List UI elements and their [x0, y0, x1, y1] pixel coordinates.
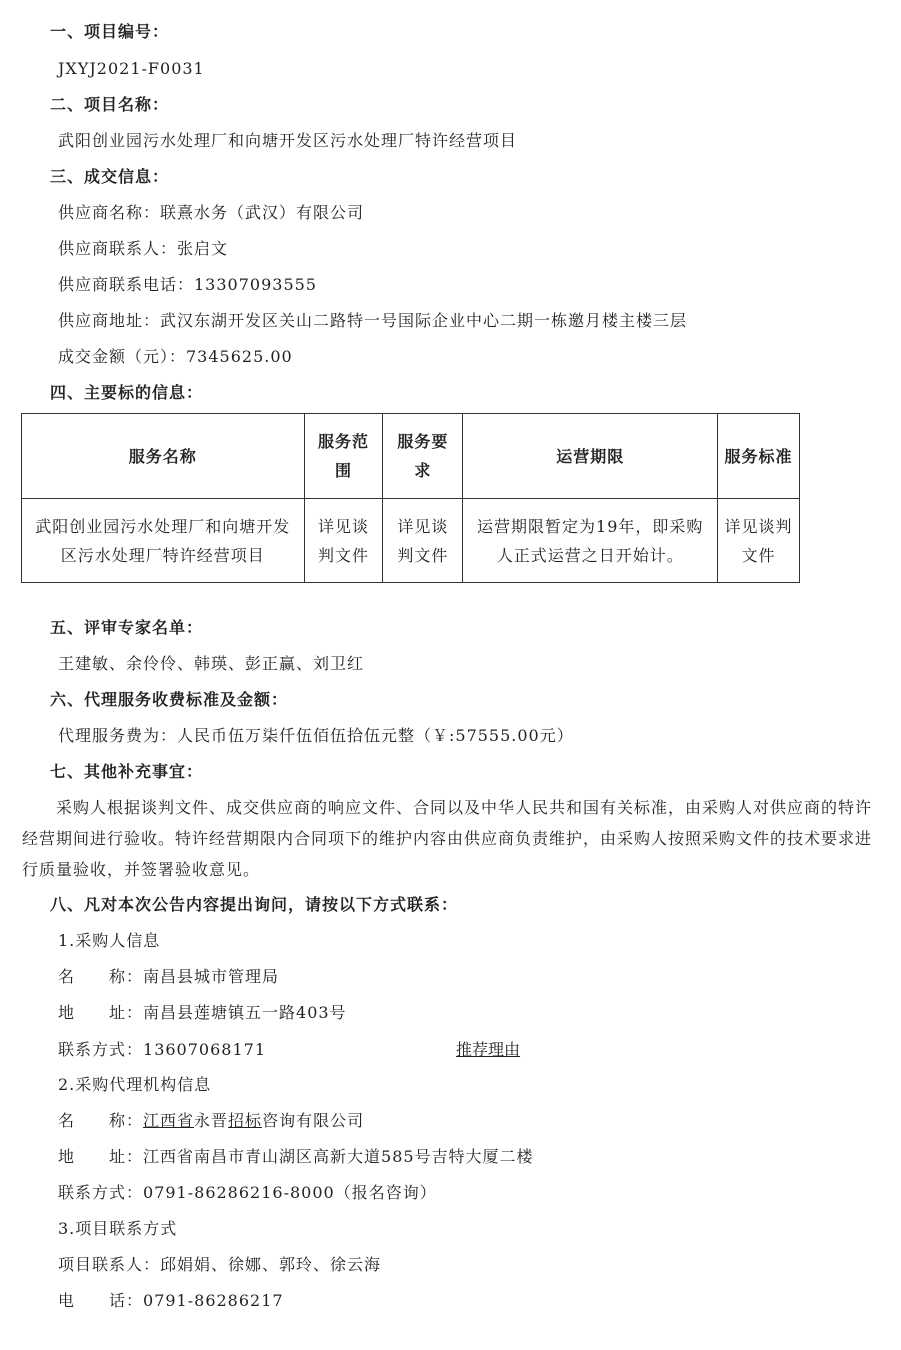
purchaser-phone-label: 联系方式： — [58, 1040, 144, 1059]
recommend-reason-link[interactable]: 推荐理由 — [456, 1040, 521, 1059]
header-service-standard: 服务标准 — [718, 414, 800, 499]
table-row — [22, 499, 800, 583]
supplier-contact: 供应商联系人：张启文 — [58, 239, 229, 258]
agency-name-link-bidding[interactable]: 招标 — [228, 1111, 263, 1130]
project-phone-label: 电 话： — [58, 1291, 144, 1310]
project-name: 武阳创业园污水处理厂和向塘开发区污水处理厂特许经营项目 — [58, 131, 518, 150]
agency-fee: 代理服务费为：人民币伍万柒仟伍佰伍拾伍元整（￥:57555.00元） — [58, 726, 574, 745]
header-service-scope: 服务范围 — [304, 414, 383, 499]
cell-service-standard: 详见谈判文件 — [718, 499, 800, 583]
deal-amount: 成交金额（元）：7345625.00 — [58, 347, 293, 366]
section-5-title: 五、评审专家名单： — [50, 618, 204, 637]
supplier-phone: 供应商联系电话：13307093555 — [58, 275, 317, 294]
expert-list: 王建敏、余伶伶、韩瑛、彭正赢、刘卫红 — [58, 654, 365, 673]
section-8-title: 八、凡对本次公告内容提出询问，请按以下方式联系： — [50, 895, 459, 914]
agency-phone-label: 联系方式： — [58, 1183, 144, 1202]
agency-name-part: 永晋 — [194, 1111, 229, 1130]
agency-name-label: 名 称： — [58, 1111, 144, 1130]
section-7-title: 七、其他补充事宜： — [50, 762, 204, 781]
project-phone: 0791-86286217 — [143, 1291, 284, 1310]
cell-service-name: 武阳创业园污水处理厂和向塘开发区污水处理厂特许经营项目 — [22, 499, 305, 583]
purchaser-address: 南昌县莲塘镇五一路403号 — [143, 1003, 347, 1022]
section-2-title: 二、项目名称： — [50, 95, 170, 114]
agency-phone: 0791-86286216-8000（报名咨询） — [143, 1183, 437, 1202]
agency-name-suffix: 咨询有限公司 — [262, 1111, 365, 1130]
section-1-title: 一、项目编号： — [50, 22, 170, 41]
agency-phone-row — [58, 1183, 437, 1203]
supplier-address: 供应商地址：武汉东湖开发区关山二路特一号国际企业中心二期一栋邀月楼主楼三层 — [58, 311, 688, 330]
project-contact-row — [58, 1255, 381, 1275]
agency-address-row — [58, 1147, 534, 1167]
agency-address: 江西省南昌市青山湖区高新大道585号吉特大厦二楼 — [143, 1147, 534, 1166]
cell-operation-period: 运营期限暂定为19年，即采购人正式运营之日开始计。 — [463, 499, 718, 583]
purchaser-address-label: 地 址： — [58, 1003, 144, 1022]
purchaser-name: 南昌县城市管理局 — [143, 967, 280, 986]
project-number: JXYJ2021-F0031 — [58, 59, 205, 78]
section-3-title: 三、成交信息： — [50, 167, 170, 186]
subject-info-table — [21, 413, 800, 583]
project-contacts: 邱娟娟、徐娜、郭玲、徐云海 — [160, 1255, 382, 1274]
project-phone-row — [58, 1291, 284, 1311]
agency-header: 2.采购代理机构信息 — [58, 1075, 212, 1094]
header-service-name: 服务名称 — [22, 414, 305, 499]
project-contact-header: 3.项目联系方式 — [58, 1219, 178, 1238]
purchaser-name-row — [58, 967, 279, 987]
purchaser-address-row — [58, 1003, 347, 1023]
table-header-row — [22, 414, 800, 499]
supplier-name: 供应商名称：联熹水务（武汉）有限公司 — [58, 203, 365, 222]
header-operation-period: 运营期限 — [463, 414, 718, 499]
section-6-title: 六、代理服务收费标准及金额： — [50, 690, 289, 709]
agency-name-link-province[interactable]: 江西省 — [143, 1111, 195, 1130]
purchaser-phone-row — [58, 1040, 266, 1060]
section-4-title: 四、主要标的信息： — [50, 383, 204, 402]
purchaser-phone: 13607068171 — [143, 1040, 266, 1059]
project-contact-label: 项目联系人： — [58, 1255, 161, 1274]
agency-name-row — [58, 1111, 364, 1131]
purchaser-name-label: 名 称： — [58, 967, 144, 986]
supplement-paragraph — [22, 792, 882, 885]
header-service-requirement: 服务要求 — [383, 414, 463, 499]
purchaser-header: 1.采购人信息 — [58, 931, 161, 950]
supplement-text: 采购人根据谈判文件、成交供应商的响应文件、合同以及中华人民共和国有关标准，由采购人对供应商的特许经营期间进行验收。特许经营期限内合同项下的维护内容由供应商负责维护，由采购人按照采购文件的技术要求进行质量验收，并签署验收意见。 — [22, 798, 873, 879]
agency-address-label: 地 址： — [58, 1147, 144, 1166]
cell-service-scope: 详见谈判文件 — [304, 499, 383, 583]
cell-service-requirement: 详见谈判文件 — [383, 499, 463, 583]
